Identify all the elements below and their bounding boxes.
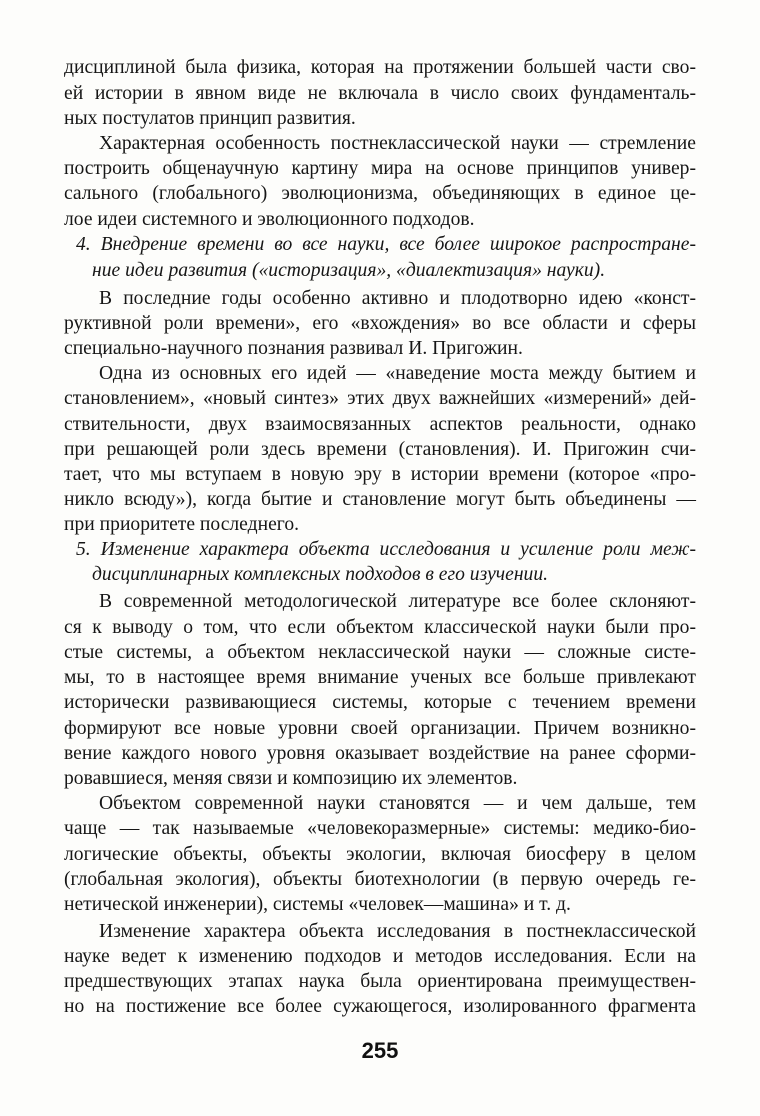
text-line: становлением», «новый синтез» этих двух важнейших «измерений» дей- <box>64 388 696 409</box>
text-line: нетической инженерии), системы «человек—машина» и т. д. <box>64 894 571 915</box>
text-line: лое идеи системного и эволюционного подходов. <box>64 209 475 230</box>
page-number: 255 <box>361 1038 399 1063</box>
text-line: ровавшиеся, меняя связи и композицию их элементов. <box>64 768 518 789</box>
text-line: мы, то в настоящее время внимание ученых все больше привлекают <box>64 667 696 688</box>
text-line: В последние годы особенно активно и плодотворно идею «конст- <box>99 288 696 309</box>
text-line: Объектом современной науки становятся — и чем дальше, тем <box>99 793 696 814</box>
text-line: ей истории в явном виде не включала в число своих фундаменталь- <box>64 83 696 104</box>
text-line: специально-научного познания развивал И. Пригожин. <box>64 338 523 359</box>
text-line: никло всюду»), когда бытие и становление могут быть объединены — <box>64 489 696 510</box>
section-heading: 4. Внедрение времени во все науки, все более широкое распростране- <box>76 234 696 255</box>
text-line: стые системы, а объектом неклассической науки — сложные систе- <box>64 642 696 663</box>
section-heading: дисциплинарных комплексных подходов в его изучении. <box>92 564 549 585</box>
text-line: Изменение характера объекта исследования в постнеклассической <box>99 921 696 942</box>
text-line: ся к выводу о том, что если объектом классической науки были про- <box>64 617 696 638</box>
text-line: при решающей роли здесь времени (становления). И. Пригожин счи- <box>64 439 696 460</box>
section-heading: ние идеи развития («историзация», «диалектизация» науки). <box>92 260 606 281</box>
text-line: исторически развивающиеся системы, которые с течением времени <box>64 692 696 713</box>
text-line: логические объекты, объекты экологии, включая биосферу в целом <box>64 844 696 865</box>
text-line: ствительности, двух взаимосвязанных аспектов реальности, однако <box>64 414 696 435</box>
text-line: сального (глобального) эволюционизма, объединяющих в единое це- <box>64 183 696 204</box>
text-line: руктивной роли времени», его «вхождения» во все области и сферы <box>64 313 696 334</box>
text-line: чаще — так называемые «человекоразмерные» системы: медико-био- <box>64 818 696 839</box>
text-line: построить общенаучную картину мира на основе принципов универ- <box>64 158 696 179</box>
text-line: формируют все новые уровни своей организации. Причем возникно- <box>64 718 696 739</box>
text-line: при приоритете последнего. <box>64 514 300 535</box>
text-line: дисциплиной была физика, которая на протяжении большей части сво- <box>64 57 696 78</box>
text-line: науке ведет к изменению подходов и методов исследования. Если на <box>64 946 696 967</box>
text-line: тает, что мы вступаем в новую эру в истории времени (которое «про- <box>64 464 696 485</box>
text-line: ных постулатов принцип развития. <box>64 108 356 129</box>
section-heading: 5. Изменение характера объекта исследования и усиление роли меж- <box>76 539 696 560</box>
text-line: но на постижение все более сужающегося, изолированного фрагмента <box>64 996 696 1017</box>
text-line: (глобальная экология), объекты биотехнологии (в первую очередь ге- <box>64 869 696 890</box>
text-line: Характерная особенность постнеклассической науки — стремление <box>99 133 696 154</box>
text-line: В современной методологической литературе все более склоняют- <box>99 591 696 612</box>
text-line: вение каждого нового уровня оказывает воздействие на ранее сформи- <box>64 743 696 764</box>
text-line: предшествующих этапах наука была ориентирована преимуществен- <box>64 971 696 992</box>
text-line: Одна из основных его идей — «наведение моста между бытием и <box>99 363 696 384</box>
